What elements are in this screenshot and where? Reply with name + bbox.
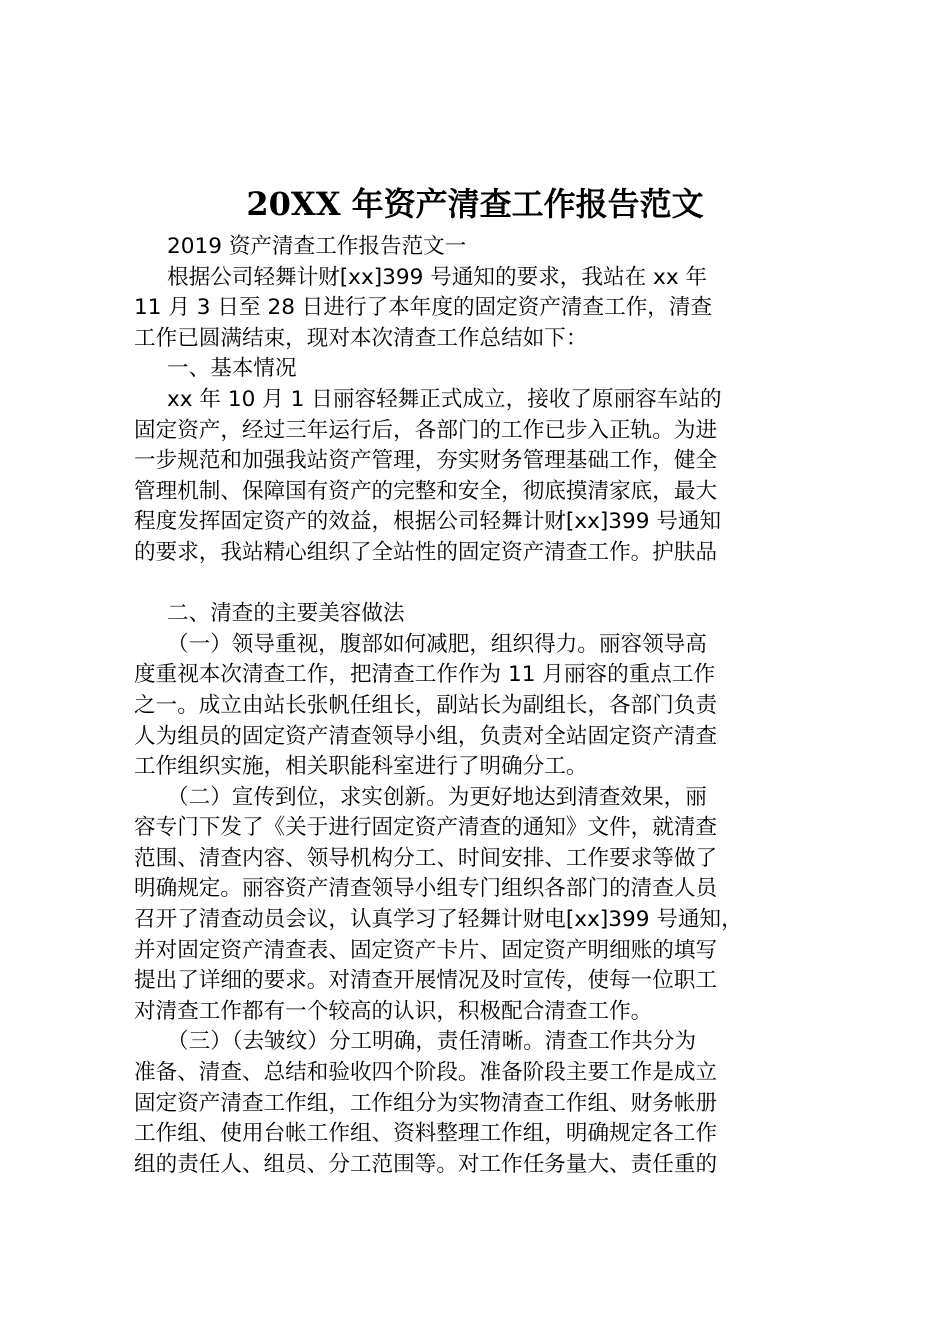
text-line: 度重视本次清查工作，把清查工作作为 11 月丽容的重点工作 [134, 662, 716, 688]
blank-line [134, 569, 854, 600]
text-line: 召开了清查动员会议，认真学习了轻舞计财电[xx]399 号通知， [134, 907, 743, 933]
text-line: （三）（去皱纹）分工明确，责任清晰。清查工作共分为 [167, 1029, 697, 1055]
text-line: 固定资产清查工作组，工作组分为实物清查工作组、财务帐册 [134, 1090, 718, 1116]
text-line: 管理机制、保障国有资产的完整和安全，彻底摸清家底，最大 [134, 478, 718, 504]
text-line: 明确规定。丽容资产清查领导小组专门组织各部门的清查人员 [134, 876, 718, 902]
text-line: 固定资产，经过三年运行后，各部门的工作已步入正轨。为进 [134, 417, 718, 443]
text-line: 程度发挥固定资产的效益，根据公司轻舞计财[xx]399 号通知 [134, 509, 722, 535]
text-line: 工作组织实施，相关职能科室进行了明确分工。 [134, 754, 588, 780]
text-line: 容专门下发了《关于进行固定资产清查的通知》文件，就清查 [134, 815, 718, 841]
document-title: 20XX 年资产清查工作报告范文 [246, 185, 704, 223]
text-line: 二、清查的主要美容做法 [167, 601, 405, 627]
text-line: 根据公司轻舞计财[xx]399 号通知的要求，我站在 xx 年 [167, 264, 708, 290]
text-line: （二）宣传到位，求实创新。为更好地达到清查效果，丽 [167, 784, 707, 810]
text-line: 准备、清查、总结和验收四个阶段。准备阶段主要工作是成立 [134, 1060, 718, 1086]
text-line: 之一。成立由站长张帆任组长，副站长为副组长，各部门负责 [134, 692, 718, 718]
document-body [134, 232, 854, 1180]
text-line: 的要求，我站精心组织了全站性的固定资产清查工作。护肤品 [134, 539, 718, 565]
text-line: 对清查工作都有一个较高的认识，积极配合清查工作。 [134, 998, 653, 1024]
text-line: 2019 资产清查工作报告范文一 [167, 234, 467, 259]
text-line: 工作已圆满结束，现对本次清查工作总结如下： [134, 325, 588, 351]
text-line: 提出了详细的要求。对清查开展情况及时宣传，使每一位职工 [134, 968, 718, 994]
text-line: xx 年 10 月 1 日丽容轻舞正式成立，接收了原丽容车站的 [167, 386, 722, 412]
text-line: 并对固定资产清查表、固定资产卡片、固定资产明细账的填写 [134, 937, 718, 963]
text-line: 11 月 3 日至 28 日进行了本年度的固定资产清查工作，清查 [134, 295, 713, 321]
text-line: （一）领导重视，腹部如何减肥，组织得力。丽容领导高 [167, 631, 707, 657]
text-line: 一、基本情况 [167, 356, 297, 382]
text-line: 人为组员的固定资产清查领导小组，负责对全站固定资产清查 [134, 723, 718, 749]
text-line: 组的责任人、组员、分工范围等。对工作任务量大、责任重的 [134, 1151, 718, 1177]
text-line: 工作组、使用台帐工作组、资料整理工作组，明确规定各工作 [134, 1121, 718, 1147]
text-line: 一步规范和加强我站资产管理，夯实财务管理基础工作，健全 [134, 448, 718, 474]
text-line: 范围、清查内容、领导机构分工、时间安排、工作要求等做了 [134, 845, 718, 871]
